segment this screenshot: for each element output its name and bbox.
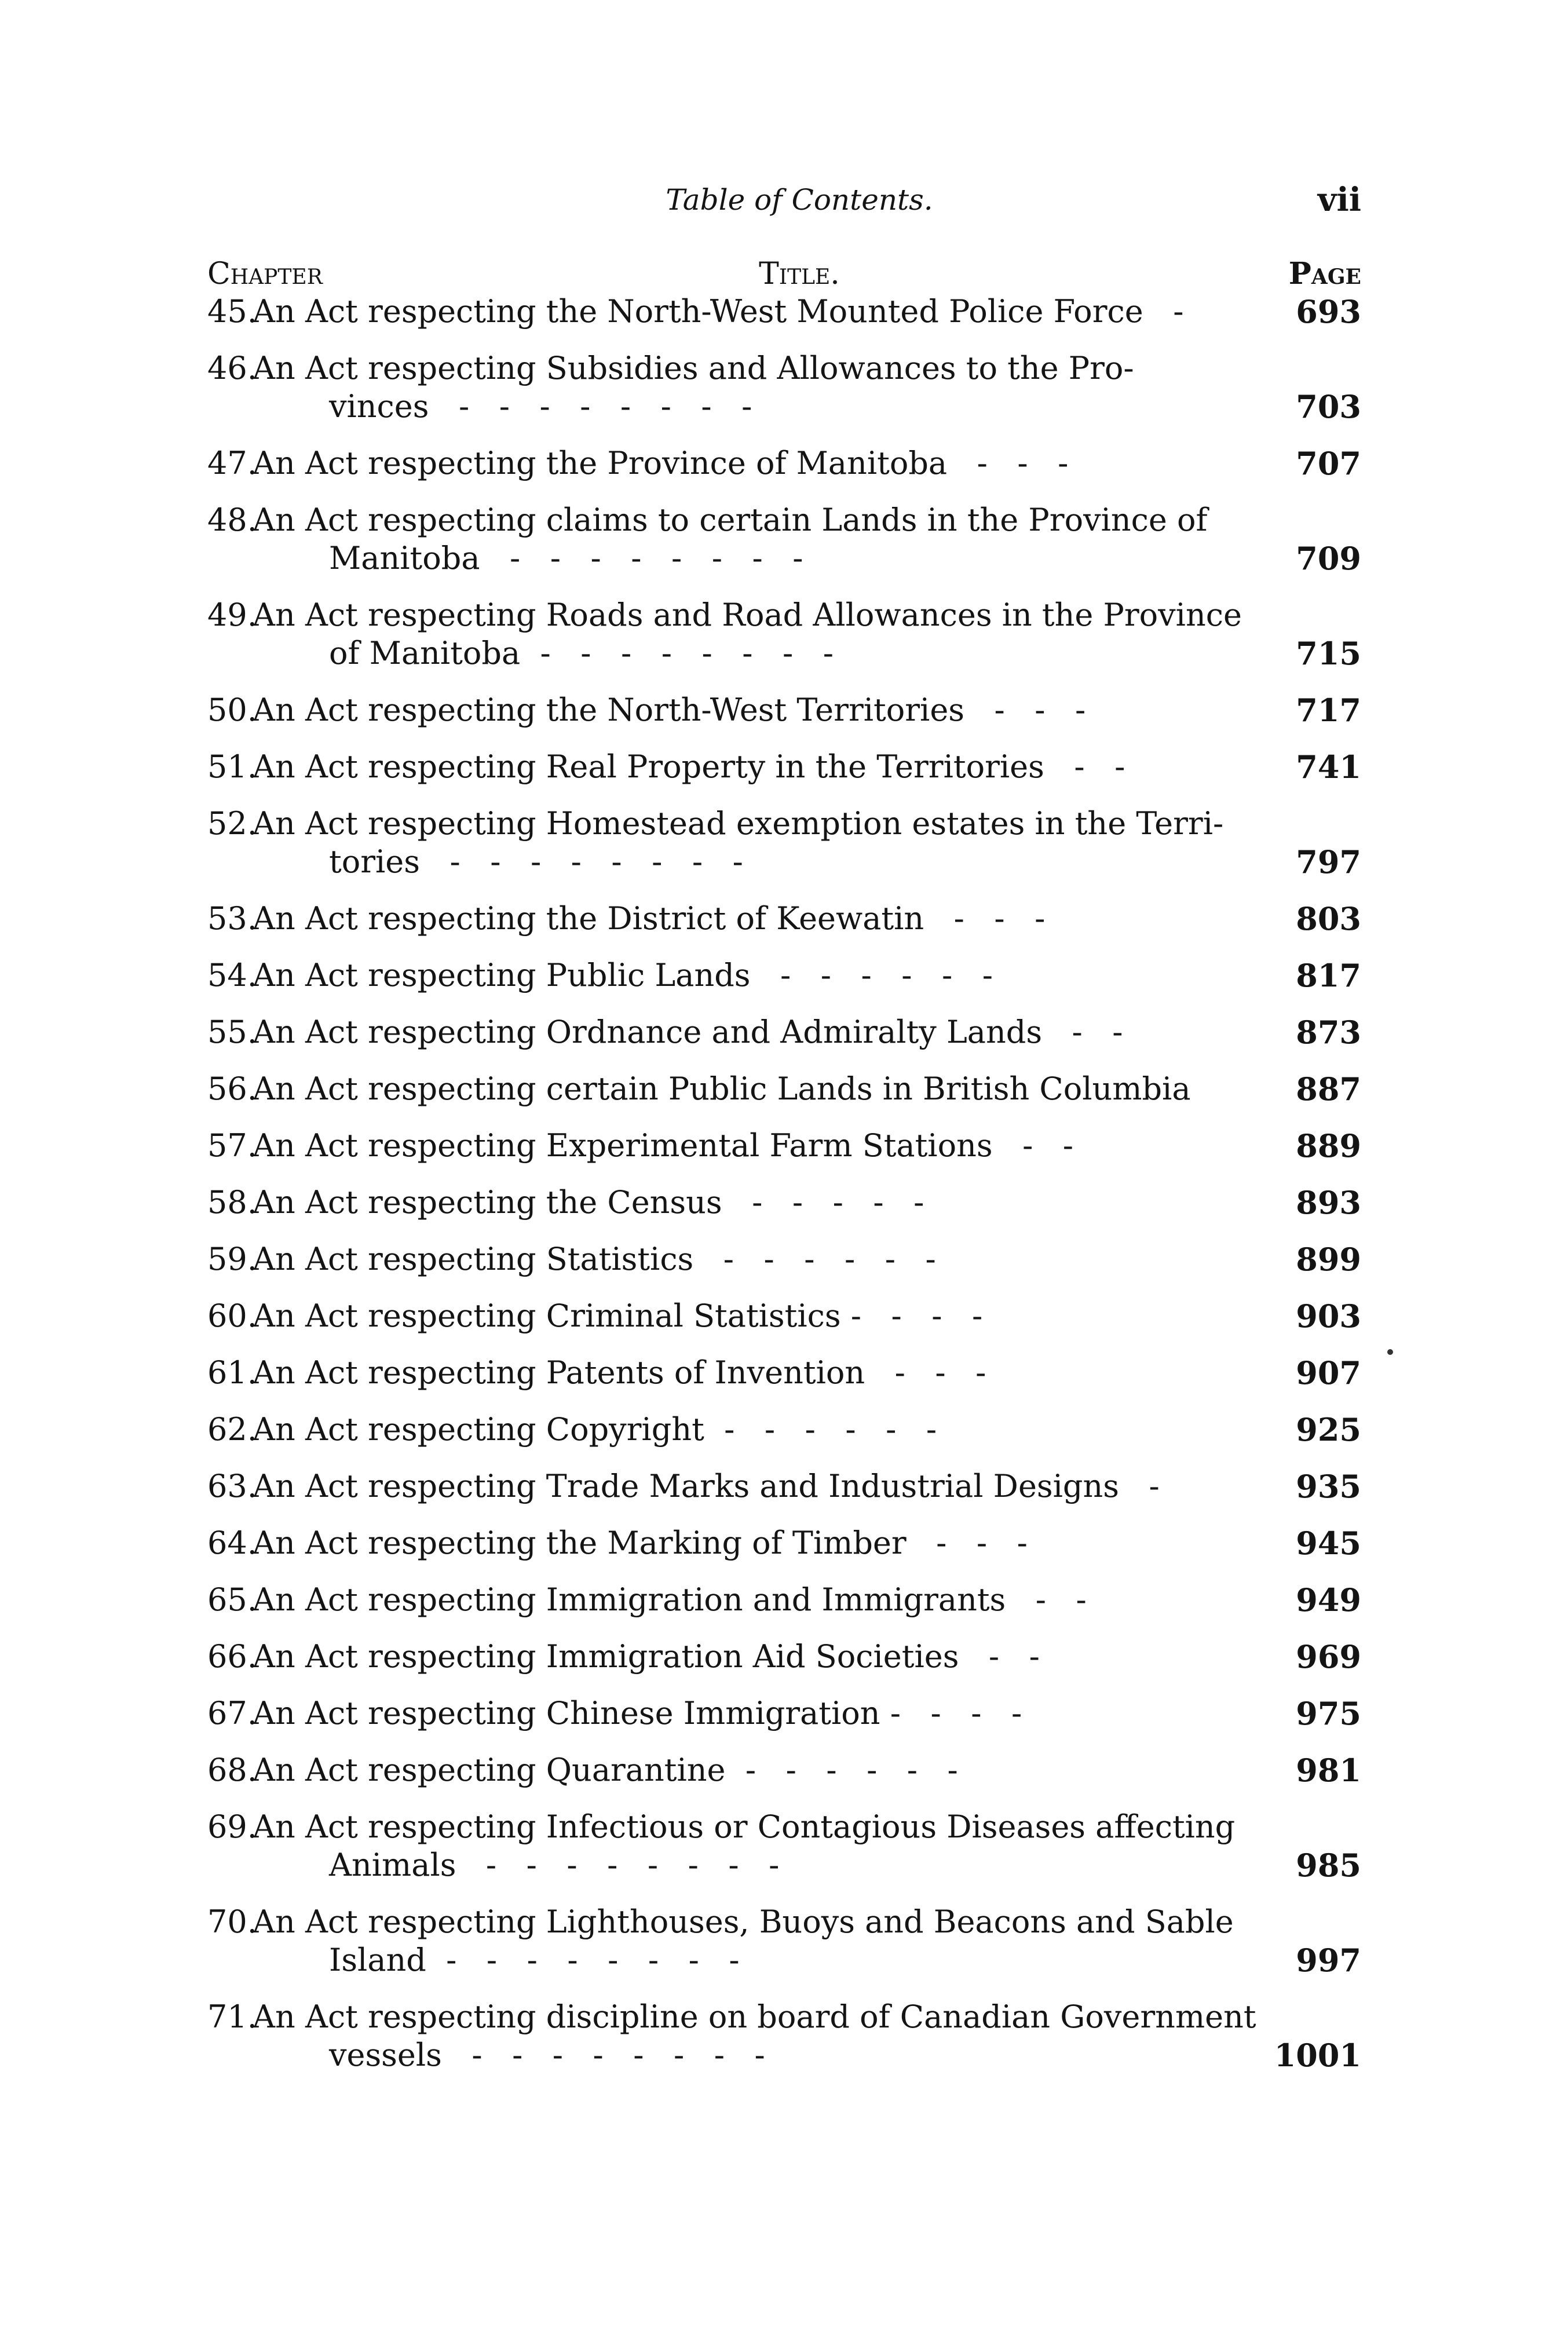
entry-title-line: An Act respecting discipline on board of Canadian Government: [253, 1998, 1256, 2035]
entry-page-number: 703: [1296, 388, 1361, 425]
entry-title: [253, 1581, 1255, 1619]
toc-entry: [0, 1903, 1568, 1979]
chapter-number: 48.: [207, 502, 257, 538]
entry-title: [253, 1694, 1255, 1733]
entry-title-line: An Act respecting Criminal Statistics - - - -: [253, 1298, 983, 1334]
entry-title-line: An Act respecting Ordnance and Admiralty Lands - -: [253, 1014, 1123, 1050]
toc-entry: [0, 1013, 1568, 1051]
entry-page-number: 945: [1296, 1525, 1361, 1562]
entry-title-line: An Act respecting Lighthouses, Buoys and Beacons and Sable: [253, 1903, 1234, 1940]
column-header-title: Title.: [759, 257, 840, 291]
entry-page-number: 709: [1296, 540, 1361, 577]
chapter-number: 63.: [207, 1468, 257, 1504]
entry-title-continuation: tories - - - - - - - -: [329, 843, 743, 880]
toc-entry: [0, 1638, 1568, 1676]
entry-title-line: An Act respecting Public Lands - - - - - -: [253, 957, 993, 993]
entry-title: [253, 691, 1255, 729]
column-header-page: Page: [1288, 256, 1361, 291]
chapter-number: 65.: [207, 1581, 257, 1618]
entry-title-continuation: Island - - - - - - - -: [329, 1942, 740, 1978]
entry-title-line: An Act respecting the North-West Mounted Police Force -: [253, 293, 1184, 330]
entry-title-line: An Act respecting Quarantine - - - - - -: [253, 1752, 958, 1788]
toc-entry: [0, 1524, 1568, 1562]
toc-entry: [0, 501, 1568, 578]
chapter-number: 70.: [207, 1903, 257, 1940]
toc-entry: [0, 956, 1568, 995]
entry-title: [253, 956, 1255, 995]
entry-page-number: 797: [1296, 843, 1361, 880]
entry-title-line: An Act respecting Copyright - - - - - -: [253, 1411, 937, 1448]
entry-page-number: 693: [1296, 293, 1361, 330]
chapter-number: 60.: [207, 1298, 257, 1334]
entry-title: [253, 1127, 1255, 1165]
toc-entry: [0, 1127, 1568, 1165]
ink-speck: [1387, 1349, 1393, 1355]
toc-entry: [0, 1808, 1568, 1884]
entry-page-number: 707: [1296, 445, 1361, 482]
toc-entry: [0, 805, 1568, 881]
chapter-number: 46.: [207, 350, 257, 386]
entry-title: [253, 1467, 1255, 1506]
entry-title: [253, 1903, 1255, 1979]
chapter-number: 49.: [207, 597, 257, 633]
entry-title-line: An Act respecting the Marking of Timber - - -: [253, 1525, 1028, 1561]
entry-title-line: An Act respecting the Province of Manitoba - - -: [253, 445, 1069, 481]
entry-page-number: 817: [1296, 957, 1361, 994]
entry-title-line: An Act respecting Trade Marks and Industrial Designs -: [253, 1468, 1160, 1504]
toc-entry: [0, 1467, 1568, 1506]
toc-entry: [0, 1297, 1568, 1335]
chapter-number: 59.: [207, 1241, 257, 1277]
entry-page-number: 803: [1296, 900, 1361, 937]
chapter-number: 51.: [207, 748, 257, 785]
entry-title-line: An Act respecting Infectious or Contagious Diseases affecting: [253, 1808, 1236, 1845]
chapter-number: 68.: [207, 1752, 257, 1788]
chapter-number: 71.: [207, 1998, 257, 2035]
entry-page-number: 899: [1296, 1241, 1361, 1278]
entry-page-number: 949: [1296, 1581, 1361, 1618]
entry-title: [253, 1998, 1255, 2074]
entry-title: [253, 1808, 1255, 1884]
entry-page-number: 997: [1296, 1942, 1361, 1979]
entry-title-line: An Act respecting Patents of Invention - - -: [253, 1354, 986, 1391]
entry-title: [253, 1354, 1255, 1392]
column-header-chapter: Chapter: [207, 257, 323, 291]
entry-title-continuation: vessels - - - - - - - -: [329, 2037, 765, 2073]
toc-entry: [0, 1240, 1568, 1278]
entry-page-number: 889: [1296, 1127, 1361, 1164]
chapter-number: 58.: [207, 1184, 257, 1221]
entry-title: [253, 1297, 1255, 1335]
entry-title: [253, 349, 1255, 426]
page-number: vii: [1317, 181, 1361, 219]
entry-title-line: An Act respecting Statistics - - - - - -: [253, 1241, 936, 1277]
entry-title-line: An Act respecting certain Public Lands in British Columbia: [253, 1070, 1191, 1107]
entry-page-number: 1001: [1274, 2037, 1361, 2074]
entry-page-number: 969: [1296, 1638, 1361, 1675]
entry-title: [253, 501, 1255, 578]
chapter-number: 53.: [207, 900, 257, 937]
entry-title-line: An Act respecting the Census - - - - -: [253, 1184, 924, 1221]
entry-title: [253, 900, 1255, 938]
entry-page-number: 985: [1296, 1847, 1361, 1884]
chapter-number: 55.: [207, 1014, 257, 1050]
toc-entry: [0, 1070, 1568, 1108]
entry-title-continuation: of Manitoba - - - - - - - -: [329, 635, 834, 671]
entry-page-number: 893: [1296, 1184, 1361, 1221]
entry-title: [253, 1751, 1255, 1789]
entry-title: [253, 1411, 1255, 1449]
entry-page-number: 925: [1296, 1411, 1361, 1448]
toc-entry: [0, 1694, 1568, 1733]
toc-entry: [0, 748, 1568, 786]
toc-entry: [0, 596, 1568, 673]
table-of-contents: [0, 293, 1568, 2093]
chapter-number: 67.: [207, 1695, 257, 1731]
toc-entry: [0, 1998, 1568, 2074]
chapter-number: 54.: [207, 957, 257, 993]
chapter-number: 50.: [207, 692, 257, 728]
entry-title-line: An Act respecting Roads and Road Allowances in the Province: [253, 597, 1242, 633]
entry-title: [253, 748, 1255, 786]
entry-title-line: An Act respecting Immigration and Immigrants - -: [253, 1581, 1087, 1618]
entry-title-line: An Act respecting Experimental Farm Stations - -: [253, 1127, 1074, 1164]
toc-entry: [0, 691, 1568, 729]
entry-title-line: An Act respecting Homestead exemption estates in the Terri-: [253, 805, 1224, 842]
entry-title: [253, 1524, 1255, 1562]
entry-title: [253, 805, 1255, 881]
chapter-number: 69.: [207, 1808, 257, 1845]
chapter-number: 45.: [207, 293, 257, 330]
entry-page-number: 873: [1296, 1014, 1361, 1051]
entry-title: [253, 1638, 1255, 1676]
toc-entry: [0, 349, 1568, 426]
entry-title-line: An Act respecting Chinese Immigration - - - -: [253, 1695, 1022, 1731]
entry-page-number: 907: [1296, 1354, 1361, 1391]
chapter-number: 61.: [207, 1354, 257, 1391]
entry-title-line: An Act respecting Subsidies and Allowances to the Pro-: [253, 350, 1134, 386]
entry-title-line: An Act respecting the District of Keewatin - - -: [253, 900, 1046, 937]
chapter-number: 66.: [207, 1638, 257, 1675]
entry-page-number: 715: [1296, 635, 1361, 672]
entry-page-number: 903: [1296, 1298, 1361, 1335]
entry-page-number: 981: [1296, 1752, 1361, 1789]
toc-entry: [0, 444, 1568, 483]
running-head: [0, 177, 1568, 223]
toc-entry: [0, 1751, 1568, 1789]
toc-entry: [0, 1581, 1568, 1619]
entry-title: [253, 596, 1255, 673]
entry-title: [253, 1240, 1255, 1278]
entry-title: [253, 444, 1255, 483]
chapter-number: 57.: [207, 1127, 257, 1164]
toc-entry: [0, 1183, 1568, 1222]
entry-title-line: An Act respecting Immigration Aid Societies - -: [253, 1638, 1040, 1675]
entry-page-number: 717: [1296, 692, 1361, 729]
chapter-number: 56.: [207, 1070, 257, 1107]
entry-page-number: 975: [1296, 1695, 1361, 1732]
chapter-number: 52.: [207, 805, 257, 842]
chapter-number: 47.: [207, 445, 257, 481]
entry-title-line: An Act respecting claims to certain Lands in the Province of: [253, 502, 1208, 538]
toc-entry: [0, 900, 1568, 938]
chapter-number: 62.: [207, 1411, 257, 1448]
chapter-number: 64.: [207, 1525, 257, 1561]
entry-title-continuation: vinces - - - - - - - -: [329, 388, 752, 425]
entry-title: [253, 293, 1255, 331]
entry-title: [253, 1013, 1255, 1051]
column-headers: [0, 254, 1568, 294]
entry-title-continuation: Manitoba - - - - - - - -: [329, 540, 803, 576]
entry-page-number: 887: [1296, 1070, 1361, 1108]
entry-title-line: An Act respecting Real Property in the Territories - -: [253, 748, 1125, 785]
running-title: Table of Contents.: [666, 183, 933, 217]
toc-entry: [0, 1411, 1568, 1449]
toc-entry: [0, 1354, 1568, 1392]
entry-page-number: 741: [1296, 748, 1361, 785]
entry-title-continuation: Animals - - - - - - - -: [329, 1847, 780, 1883]
entry-title-line: An Act respecting the North-West Territories - - -: [253, 692, 1086, 728]
entry-title: [253, 1183, 1255, 1222]
entry-page-number: 935: [1296, 1468, 1361, 1505]
toc-entry: [0, 293, 1568, 331]
entry-title: [253, 1070, 1255, 1108]
